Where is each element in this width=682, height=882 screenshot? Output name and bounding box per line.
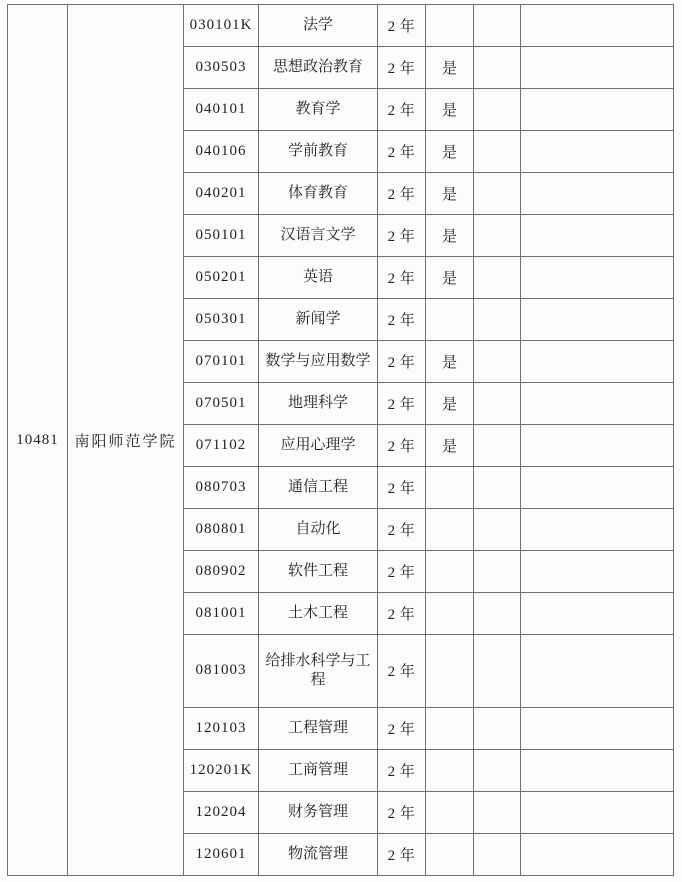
major-name-cell: 英语 [259,256,378,298]
major-name-cell: 汉语言文学 [259,214,378,256]
duration-cell: 2 年 [378,508,426,550]
major-name-cell: 土木工程 [259,592,378,634]
flag-cell: 是 [426,214,474,256]
major-name-cell: 法学 [259,5,378,47]
major-code-cell: 080902 [184,550,259,592]
duration-cell: 2 年 [378,172,426,214]
duration-cell: 2 年 [378,550,426,592]
major-code-cell: 040106 [184,130,259,172]
flag-cell [426,749,474,791]
empty-cell [521,550,674,592]
empty-cell [474,256,521,298]
empty-cell [474,214,521,256]
flag-cell: 是 [426,88,474,130]
empty-cell [474,88,521,130]
duration-cell: 2 年 [378,256,426,298]
flag-cell [426,634,474,707]
major-name-cell: 学前教育 [259,130,378,172]
flag-cell [426,466,474,508]
empty-cell [521,130,674,172]
duration-cell: 2 年 [378,88,426,130]
flag-cell: 是 [426,382,474,424]
duration-cell: 2 年 [378,791,426,833]
flag-cell [426,508,474,550]
major-code-cell: 081001 [184,592,259,634]
empty-cell [474,749,521,791]
empty-cell [474,592,521,634]
duration-cell: 2 年 [378,130,426,172]
duration-cell: 2 年 [378,214,426,256]
flag-cell [426,592,474,634]
empty-cell [474,46,521,88]
empty-cell [521,749,674,791]
majors-table [7,4,674,876]
major-name-cell: 地理科学 [259,382,378,424]
major-code-cell: 070101 [184,340,259,382]
major-name-cell: 教育学 [259,88,378,130]
empty-cell [521,5,674,47]
major-code-cell: 030101K [184,5,259,47]
flag-cell [426,298,474,340]
major-code-cell: 071102 [184,424,259,466]
empty-cell [474,5,521,47]
table-row [8,5,674,47]
empty-cell [521,382,674,424]
empty-cell [521,634,674,707]
empty-cell [474,707,521,749]
duration-cell: 2 年 [378,749,426,791]
empty-cell [521,791,674,833]
major-name-cell: 物流管理 [259,833,378,875]
flag-cell: 是 [426,130,474,172]
empty-cell [474,382,521,424]
school-code-cell: 10481 [8,5,68,876]
duration-cell: 2 年 [378,424,426,466]
flag-cell [426,550,474,592]
school-name-cell: 南阳师范学院 [68,5,184,876]
empty-cell [521,707,674,749]
empty-cell [474,833,521,875]
flag-cell [426,5,474,47]
major-name-cell: 数学与应用数学 [259,340,378,382]
empty-cell [474,172,521,214]
major-name-cell: 思想政治教育 [259,46,378,88]
empty-cell [521,466,674,508]
major-code-cell: 040101 [184,88,259,130]
major-code-cell: 050301 [184,298,259,340]
flag-cell [426,791,474,833]
duration-cell: 2 年 [378,833,426,875]
major-name-cell: 工程管理 [259,707,378,749]
major-code-cell: 050201 [184,256,259,298]
empty-cell [474,466,521,508]
duration-cell: 2 年 [378,46,426,88]
major-code-cell: 080703 [184,466,259,508]
major-code-cell: 120601 [184,833,259,875]
major-name-cell: 体育教育 [259,172,378,214]
major-code-cell: 070501 [184,382,259,424]
duration-cell: 2 年 [378,466,426,508]
empty-cell [474,791,521,833]
major-code-cell: 050101 [184,214,259,256]
empty-cell [521,298,674,340]
flag-cell: 是 [426,172,474,214]
major-code-cell: 040201 [184,172,259,214]
empty-cell [521,256,674,298]
flag-cell: 是 [426,424,474,466]
duration-cell: 2 年 [378,634,426,707]
major-code-cell: 080801 [184,508,259,550]
major-code-cell: 120201K [184,749,259,791]
major-name-cell: 通信工程 [259,466,378,508]
empty-cell [474,508,521,550]
empty-cell [521,508,674,550]
major-name-cell: 给排水科学与工程 [259,634,378,707]
empty-cell [521,592,674,634]
major-name-cell: 自动化 [259,508,378,550]
empty-cell [474,634,521,707]
major-code-cell: 120204 [184,791,259,833]
duration-cell: 2 年 [378,707,426,749]
major-code-cell: 120103 [184,707,259,749]
empty-cell [521,340,674,382]
empty-cell [521,88,674,130]
flag-cell [426,707,474,749]
flag-cell: 是 [426,46,474,88]
empty-cell [474,130,521,172]
major-code-cell: 030503 [184,46,259,88]
empty-cell [521,214,674,256]
duration-cell: 2 年 [378,382,426,424]
flag-cell: 是 [426,340,474,382]
flag-cell: 是 [426,256,474,298]
empty-cell [474,550,521,592]
empty-cell [474,340,521,382]
duration-cell: 2 年 [378,340,426,382]
empty-cell [521,46,674,88]
empty-cell [521,833,674,875]
empty-cell [474,298,521,340]
major-name-cell: 应用心理学 [259,424,378,466]
empty-cell [474,424,521,466]
major-name-cell: 工商管理 [259,749,378,791]
duration-cell: 2 年 [378,298,426,340]
major-code-cell: 081003 [184,634,259,707]
major-name-cell: 财务管理 [259,791,378,833]
empty-cell [521,172,674,214]
duration-cell: 2 年 [378,592,426,634]
major-name-cell: 新闻学 [259,298,378,340]
empty-cell [521,424,674,466]
duration-cell: 2 年 [378,5,426,47]
major-name-cell: 软件工程 [259,550,378,592]
flag-cell [426,833,474,875]
